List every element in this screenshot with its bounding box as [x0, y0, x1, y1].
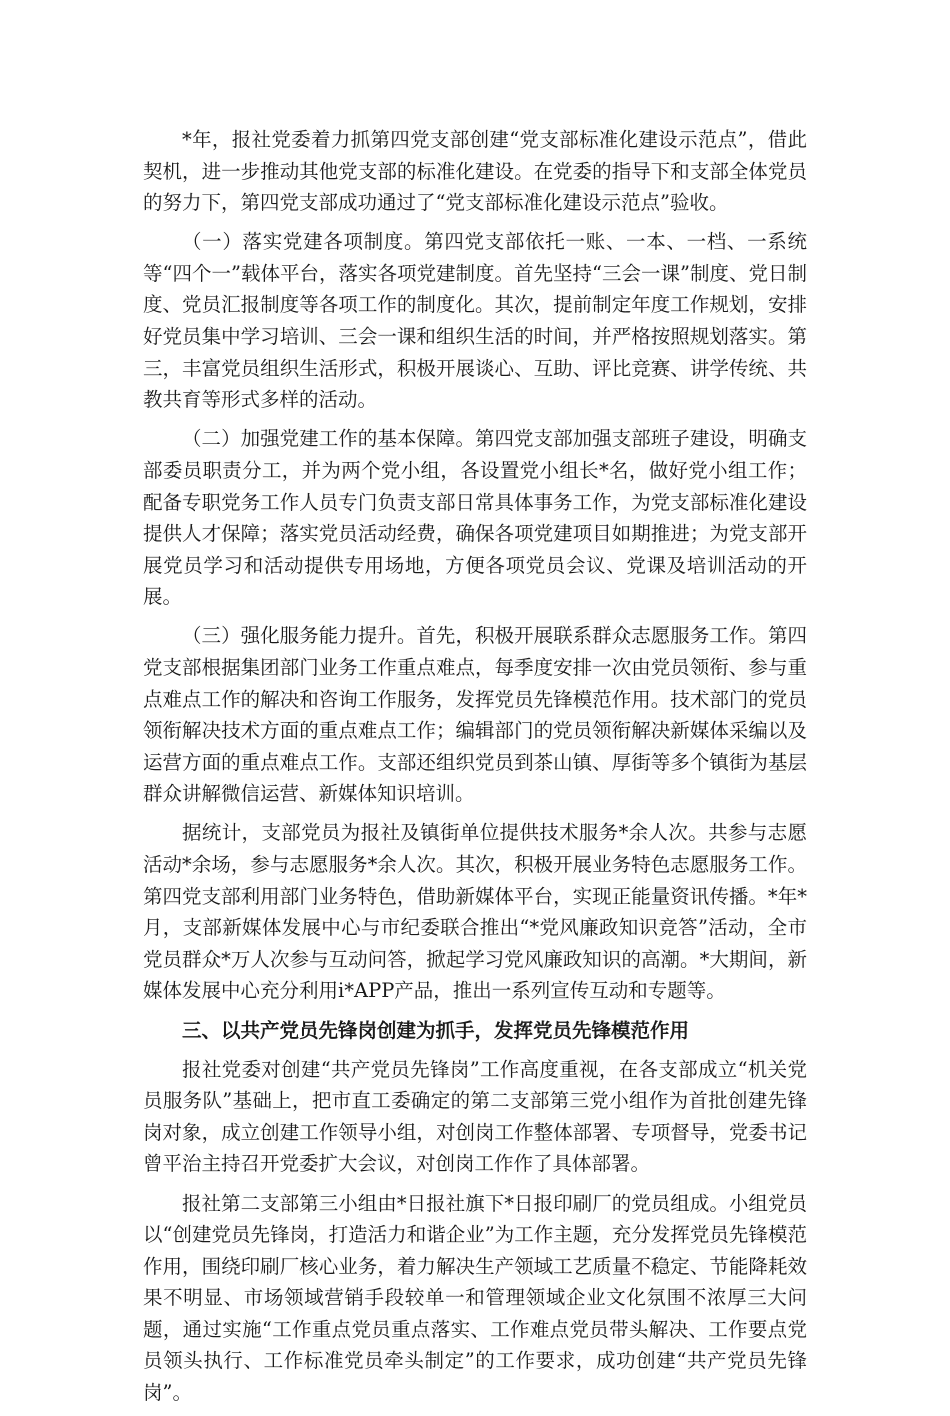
paragraph-party-systems: （一）落实党建各项制度。第四党支部依托一账、一本、一档、一系统等“四个一”载体平台，落实各项党建制度。首先坚持“三会一课”制度、党日制度、党员汇报制度等各项工作的制度化。其次，提前制定年度工作规划，安排好党员集中学习培训、三会一课和组织生活的时间，并严格按照规划落实。第三，丰富党员组织生活形式，积极开展谈心、互助、评比竞赛、讲学传统、共教共育等形式多样的活动。: [143, 230, 807, 412]
paragraph-basic-guarantee: （二）加强党建工作的基本保障。第四党支部加强支部班子建设，明确支部委员职责分工，并为两个党小组，各设置党小组长*名，做好党小组工作；配备专职党务工作人员专门负责支部日常具体事务工作，为党支部标准化建设提供人才保障；落实党员活动经费，确保各项党建项目如期推进；为党支部开展党员学习和活动提供专用场地，方便各项党员会议、党课及培训活动的开展。: [143, 427, 807, 609]
paragraph-statistics: 据统计，支部党员为报社及镇街单位提供技术服务*余人次。共参与志愿活动*余场，参与志愿服务*余人次。其次，积极开展业务特色志愿服务工作。第四党支部利用部门业务特色，借助新媒体平台，实现正能量资讯传播。*年*月，支部新媒体发展中心与市纪委联合推出“*党风廉政知识竞答”活动，全市党员群众*万人次参与互动问答，掀起学习党风廉政知识的高潮。*大期间，新媒体发展中心充分利用i*APP产品，推出一系列宣传互动和专题等。: [143, 821, 807, 1003]
document-body: [143, 124, 807, 1416]
paragraph-printing-plant: 报社第二支部第三小组由*日报社旗下*日报印刷厂的党员组成。小组党员以“创建党员先锋岗，打造活力和谐企业”为工作主题，充分发挥党员先锋模范作用，围绕印刷厂核心业务，着力解决生产领域工艺质量不稳定、节能降耗效果不明显、市场领域营销手段较单一和管理领域企业文化氛围不浓厚三大问题，通过实施“工作重点党员重点落实、工作难点党员带头解决、工作要点党员领头执行、工作标准党员牵头制定”的工作要求，成功创建“共产党员先锋岗”。: [143, 1191, 807, 1405]
paragraph-vanguard-post: 报社党委对创建“共产党员先锋岗”工作高度重视，在各支部成立“机关党员服务队”基础上，把市直工委确定的第二支部第三党小组作为首批创建先锋岗对象，成立创建工作领导小组，对创岗工作整体部署、专项督导，党委书记曾平治主持召开党委扩大会议，对创岗工作作了具体部署。: [143, 1057, 807, 1176]
paragraph-demonstration-point: *年，报社党委着力抓第四党支部创建“党支部标准化建设示范点”，借此契机，进一步推动其他党支部的标准化建设。在党委的指导下和支部全体党员的努力下，第四党支部成功通过了“党支部标准化建设示范点”验收。: [143, 128, 807, 215]
paragraph-service-capacity: （三）强化服务能力提升。首先，积极开展联系群众志愿服务工作。第四党支部根据集团部门业务工作重点难点，每季度安排一次由党员领衔、参与重点难点工作的解决和咨询工作服务，发挥党员先锋模范作用。技术部门的党员领衔解决技术方面的重点难点工作；编辑部门的党员领衔解决新媒体采编以及运营方面的重点难点工作。支部还组织党员到茶山镇、厚街等多个镇街为基层群众讲解微信运营、新媒体知识培训。: [143, 624, 807, 806]
section-heading: 三、以共产党员先锋岗创建为抓手，发挥党员先锋模范作用: [182, 1018, 690, 1042]
